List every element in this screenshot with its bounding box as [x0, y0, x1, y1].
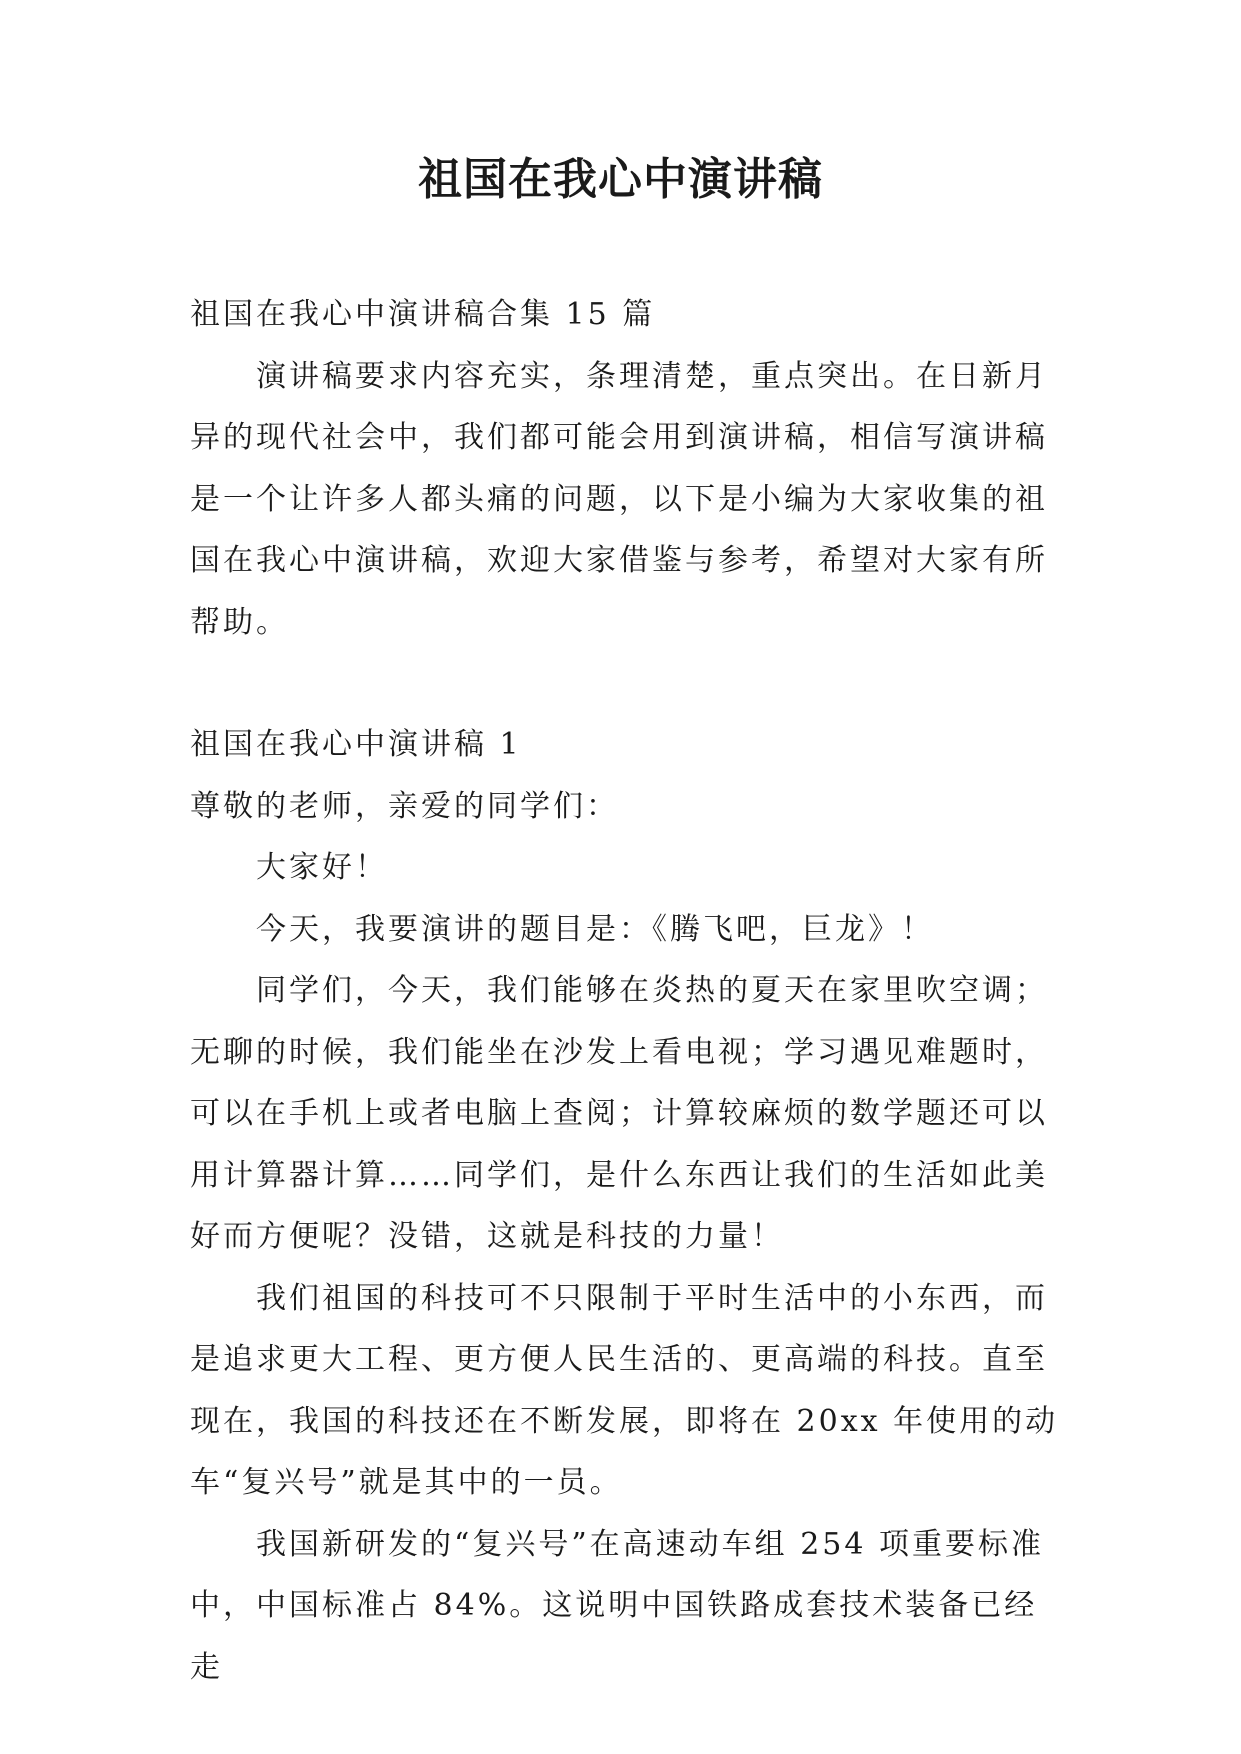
document-title: 祖国在我心中演讲稿: [418, 154, 823, 205]
body-paragraph: 我国新研发的“复兴号”在高速动车组 254 项重要标准中，中国标准占 84%。这说明中国铁路成套技术装备已经走: [190, 1526, 1045, 1685]
body-paragraph: 我们祖国的科技可不只限制于平时生活中的小东西，而是追求更大工程、更方便人民生活的、更高端的科技。直至现在，我国的科技还在不断发展，即将在 20xx 年使用的动车“复兴号”就是其中的一员。: [190, 1280, 1059, 1500]
speech-topic: 今天，我要演讲的题目是：《腾飞吧，巨龙》！: [256, 911, 934, 947]
salutation: 尊敬的老师，亲爱的同学们：: [190, 788, 619, 824]
collection-subtitle: 祖国在我心中演讲稿合集 15 篇: [190, 297, 656, 332]
intro-paragraph: 演讲稿要求内容充实，条理清楚，重点突出。在日新月异的现代社会中，我们都可能会用到演讲稿，相信写演讲稿是一个让许多人都头痛的问题，以下是小编为大家收集的祖国在我心中演讲稿，欢迎大家借鉴与参考，希望对大家有所帮助。: [190, 358, 1048, 640]
document-body: [190, 284, 1060, 1698]
greeting: 大家好！: [256, 850, 388, 885]
section-heading: 祖国在我心中演讲稿 1: [190, 727, 522, 762]
body-paragraph: 同学们，今天，我们能够在炎热的夏天在家里吹空调；无聊的时候，我们能坐在沙发上看电视；学习遇见难题时，可以在手机上或者电脑上查阅；计算较麻烦的数学题还可以用计算器计算……同学们，是什么东西让我们的生活如此美好而方便呢？没错，这就是科技的力量！: [190, 973, 1048, 1254]
